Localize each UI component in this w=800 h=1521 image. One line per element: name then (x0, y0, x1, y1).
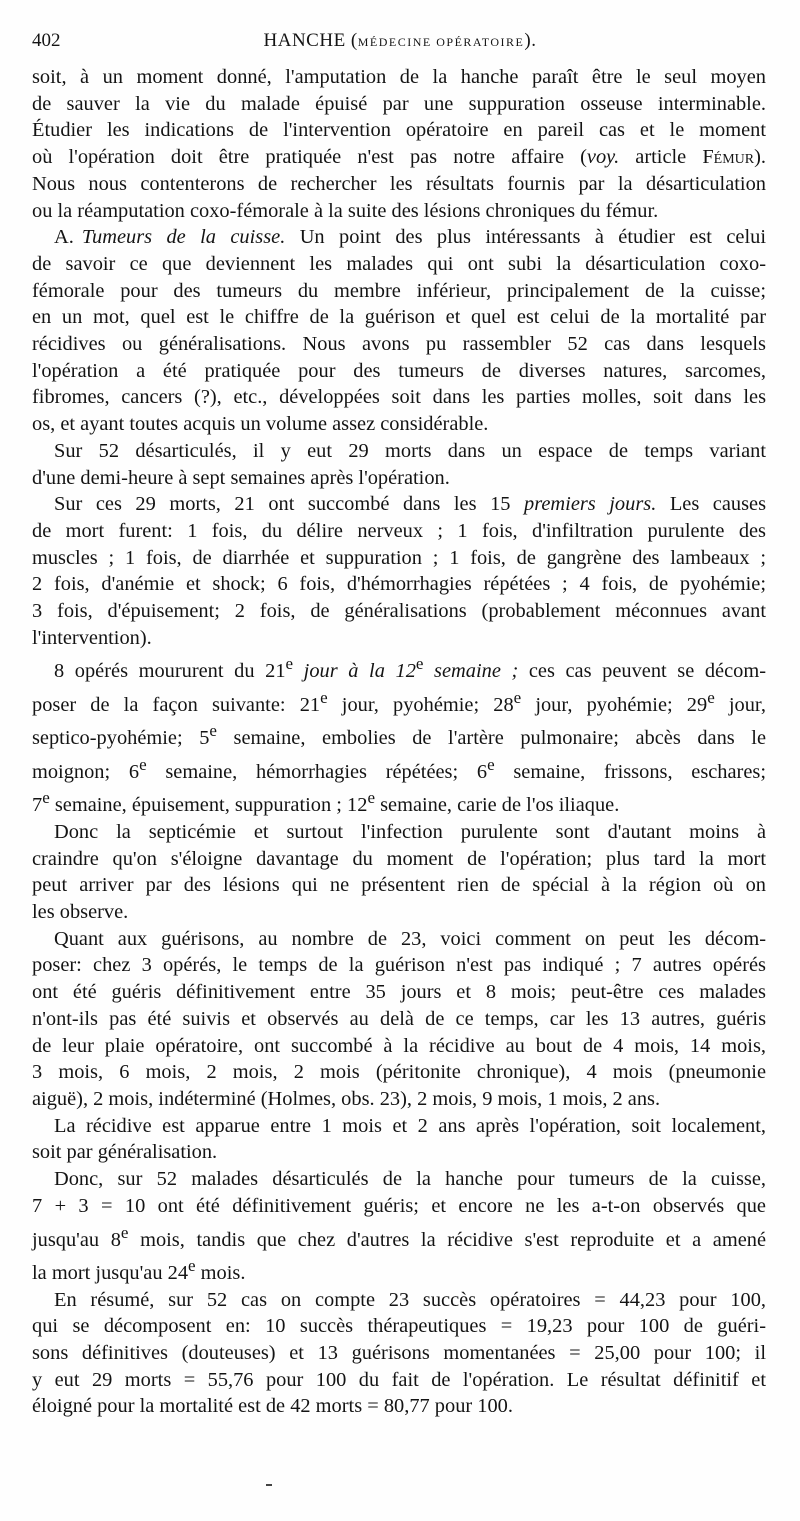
text-line: muscles ; 1 fois, de diarrhée et suppuration ; 1 fois, de gangrène des lambeaux ; (32, 546, 766, 569)
text-run: la mort jusqu'au 24 (32, 1261, 189, 1284)
text-run: Sur ces 29 morts, 21 ont succombé dans les 15 (54, 493, 524, 516)
text-line (32, 651, 766, 685)
text-line: soit, à un moment donné, l'amputation de la hanche paraît être le seul moyen (32, 66, 766, 88)
text-run: En résumé, sur 52 cas on compte 23 succès opératoires = 44,23 pour 100, (54, 1288, 766, 1311)
text-line (32, 752, 766, 786)
page-speck (266, 1484, 272, 1486)
text-line (32, 685, 766, 719)
text-run-italic: jour à la 12 (293, 660, 416, 683)
text-run: Un point des plus intéressants à étudier est celui (285, 226, 766, 249)
text-line (32, 1166, 766, 1193)
text-run: jusqu'au 8 (32, 1228, 121, 1251)
running-title (32, 30, 768, 52)
text-run-italic: voy. (586, 146, 620, 169)
page-number: 402 (32, 30, 61, 51)
text-line: 3 mois, 6 mois, 2 mois, 2 mois (péritonite chronique), 4 mois (pneumonie (32, 1061, 766, 1084)
paragraph (32, 926, 766, 1113)
superscript: e (285, 654, 294, 674)
superscript: e (367, 788, 375, 808)
text-line: fibromes, cancers (?), etc., développées soit dans les parties molles, soit dans les (32, 386, 766, 409)
text-run-italic: premiers jours. (524, 493, 657, 516)
text-line: soit par généralisation. (32, 1141, 218, 1164)
superscript: e (209, 721, 217, 741)
text-line (32, 1113, 766, 1140)
text-line: les observe. (32, 901, 129, 924)
text-run: mois, tandis que chez d'autres la récidive s'est reproduite et a amené (128, 1228, 766, 1251)
text-run: jour, (714, 693, 766, 716)
section-letter: A. (54, 226, 74, 249)
text-line: ou la réamputation coxo-fémorale à la suite des lésions chroniques du fémur. (32, 199, 659, 222)
text-line: y eut 29 morts = 55,76 pour 100 du fait de l'opération. Le résultat définitif et (32, 1368, 766, 1391)
text-run: semaine, embolies de l'artère pulmonaire; abcès dans le (216, 727, 767, 750)
text-line (32, 224, 766, 251)
text-line: de mort furent: 1 fois, du délire nerveux ; 1 fois, d'infiltration purulente des (32, 519, 766, 542)
text-line: qui se décomposent en: 10 succès thérapeutiques = 19,23 pour 100 de guéri- (32, 1315, 766, 1338)
text-line: poser: chez 3 opérés, le temps de la guérison n'est pas indiqué ; 7 autres opérés (32, 954, 766, 977)
superscript: e (707, 687, 715, 707)
text-run: septico-pyohémie; 5 (32, 727, 210, 750)
text-run: semaine, hémorrhagies répétées; 6 (146, 760, 488, 783)
text-run: semaine, frissons, eschares; (494, 760, 766, 783)
running-title-main: HANCHE ( (263, 30, 358, 51)
text-run: semaine, épuisement, suppuration ; 12 (49, 794, 368, 817)
text-run: moignon; 6 (32, 760, 140, 783)
text-run: jour, pyohémie; 28 (327, 693, 514, 716)
text-line (32, 1253, 766, 1287)
text-run: Sur 52 désarticulés, il y eut 29 morts dans un espace de temps variant (54, 439, 766, 462)
text-run: ces cas peuvent se décom- (518, 660, 766, 683)
superscript: e (42, 788, 50, 808)
text-line: sons définitives (douteuses) et 13 guérisons momentanées = 25,00 pour 100; il (32, 1341, 766, 1364)
text-line (32, 819, 766, 846)
text-line (32, 718, 766, 752)
text-run: Les causes (656, 493, 767, 516)
text-line: d'une demi-heure à sept semaines après l'opération. (32, 466, 450, 489)
superscript: e (120, 1222, 129, 1242)
running-title-end: ). (524, 30, 537, 51)
text-line: éloigné pour la mortalité est de 42 morts = 80,77 pour 100. (32, 1395, 513, 1418)
running-title-small: MÉDECINE OPÉRATOIRE (357, 35, 525, 49)
text-run: Donc la septicémie et surtout l'infection purulente sont d'autant moins à (54, 820, 766, 843)
text-run: Donc, sur 52 malades désarticulés de la hanche pour tumeurs de la cuisse, (54, 1168, 766, 1191)
text-run: jour, pyohémie; 29 (521, 693, 708, 716)
paragraph (32, 491, 766, 651)
text-run-italic: semaine ; (423, 660, 519, 683)
superscript: e (513, 687, 522, 707)
text-line: l'intervention). (32, 626, 152, 649)
text-line: peut arriver par des lésions qui ne présentent rien de spécial à la région où on (32, 874, 766, 897)
paragraph (32, 1166, 766, 1286)
text-line: de leur plaie opératoire, ont succombé à la récidive au bout de 4 mois, 14 mois, (32, 1034, 766, 1057)
text-line (32, 785, 766, 819)
text-line: 2 fois, d'anémie et shock; 6 fois, d'hémorrhagies répétées ; 4 fois, de pyohémie; (32, 573, 766, 596)
text-line: Étudier les indications de l'intervention opératoire en pareil cas et le moment (32, 119, 766, 142)
text-run: mois. (195, 1261, 246, 1284)
text-line: fémorale pour des tumeurs du membre inférieur, principalement de la cuisse; (32, 279, 766, 302)
text-line: 3 fois, d'épuisement; 2 fois, de généralisations (probablement méconnues avant (32, 600, 766, 623)
paragraph (32, 1287, 766, 1421)
text-line (32, 1220, 766, 1254)
text-line: n'ont-ils pas été suivis et observés au delà de ce temps, car les 13 autres, guéris (32, 1007, 766, 1030)
text-run: 8 opérés moururent du 21 (54, 660, 286, 683)
text-line (32, 926, 766, 953)
text-line: de sauver la vie du malade épuisé par une suppuration osseuse interminable. (32, 92, 766, 115)
text-line (32, 144, 766, 171)
text-line: récidives ou généralisations. Nous avons pu rassembler 52 cas dans lesquels (32, 333, 766, 356)
text-line: en un mot, quel est le chiffre de la guérison et quel est celui de la mortalité par (32, 306, 766, 329)
superscript: e (188, 1256, 196, 1276)
text-line (32, 1287, 766, 1314)
text-run: Quant aux guérisons, au nombre de 23, voici comment on peut les décom- (54, 927, 766, 950)
paragraph (32, 819, 766, 926)
running-header (32, 30, 768, 58)
text-line (32, 438, 766, 465)
text-run: 7 (32, 794, 43, 817)
text-line: aiguë), 2 mois, indéterminé (Holmes, obs. 23), 2 mois, 9 mois, 1 mois, 2 ans. (32, 1088, 661, 1110)
text-run: ). (754, 146, 766, 169)
text-line (32, 491, 766, 518)
text-line: Nous nous contenterons de rechercher les résultats fournis par la désarticulation (32, 172, 766, 195)
text-run: La récidive est apparue entre 1 mois et 2 ans après l'opération, soit localement, (54, 1114, 766, 1137)
text-run: semaine, carie de l'os iliaque. (375, 794, 620, 817)
text-line: ont été guéris définitivement entre 35 jours et 8 mois; peut-être ces malades (32, 981, 766, 1004)
paragraph (32, 651, 766, 819)
text-run-smallcaps: Fémur (702, 146, 755, 169)
superscript: e (415, 654, 424, 674)
superscript: e (487, 754, 495, 774)
text-line: 7 + 3 = 10 ont été définitivement guéris; et encore ne les a-t-on observés que (32, 1194, 766, 1217)
text-line: os, et ayant toutes acquis un volume assez considérable. (32, 413, 489, 436)
paragraph (32, 438, 766, 491)
superscript: e (320, 687, 328, 707)
text-run: où l'opération doit être pratiquée n'est pas notre affaire ( (32, 146, 587, 169)
text-line: l'opération a été pratiquée pour des tumeurs de diverses natures, sarcomes, (32, 359, 766, 382)
superscript: e (139, 754, 147, 774)
text-run: article (619, 146, 703, 169)
paragraph (32, 1113, 766, 1166)
text-line: craindre qu'on s'éloigne davantage du moment de l'opération; plus tard la mort (32, 847, 766, 870)
text-line: de savoir ce que deviennent les malades qui ont subi la désarticulation coxo- (32, 252, 766, 275)
section-title: Tumeurs de la cuisse. (81, 226, 286, 249)
paragraph (32, 64, 766, 224)
text-run: poser de la façon suivante: 21 (32, 693, 321, 716)
body-text (32, 64, 766, 1420)
paragraph (32, 224, 766, 438)
